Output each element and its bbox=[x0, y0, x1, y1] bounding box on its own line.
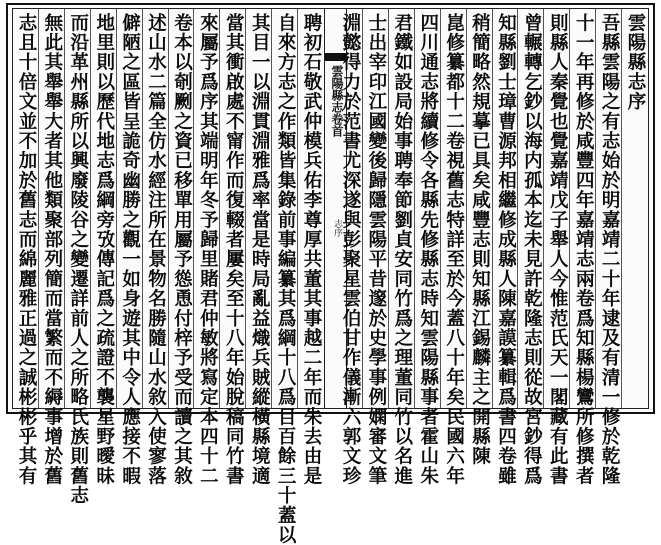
right-page-column bbox=[570, 9, 596, 486]
left-page-column bbox=[65, 9, 91, 506]
right-page-column bbox=[518, 9, 544, 486]
left-half-page bbox=[13, 9, 324, 545]
right-page-column-text: 雲陽縣志序 bbox=[625, 13, 647, 112]
column-rule bbox=[517, 9, 518, 408]
text-frame bbox=[12, 8, 649, 545]
column-rule bbox=[219, 9, 220, 408]
left-page-column bbox=[13, 9, 39, 486]
right-page-column-text: 稍簡略然規摹已具矣咸豐志則知縣江錫麟主之開縣陳 bbox=[469, 13, 491, 467]
left-page-column-text: 僻陋之區皆呈詭奇幽勝之觀一如身遊其中令人應接不暇 bbox=[119, 13, 141, 486]
left-page-column bbox=[298, 9, 324, 486]
left-page-column-text: 當其衝啟處不甯作而復輟者屢矣至十八年始脫稿同竹書 bbox=[223, 13, 245, 486]
left-page-column-text: 述山水二篇全仿水經注所在景物名勝隨山水敘入使寥落 bbox=[145, 13, 167, 486]
left-page-column-text: 來屬予爲序其端明年冬予歸里賭君仲敏將寫定本四十二 bbox=[197, 13, 219, 486]
right-page-column-text: 曾輾轉乞鈔以海内孤本迄未見許乾隆志則從故宮鈔得爲 bbox=[521, 13, 543, 486]
left-page-column bbox=[143, 9, 169, 486]
right-page-column bbox=[493, 9, 519, 486]
right-page-column bbox=[596, 9, 622, 486]
column-rule bbox=[492, 9, 493, 408]
left-page-column-text: 地里則以歷代地志爲綱旁攷傳記爲之疏證不襲星野曖昧 bbox=[93, 13, 115, 486]
column-rule bbox=[90, 9, 91, 408]
right-page-column-text: 士出宰印江國變後歸隱雲陽平昔邃於史學事例嫻審文筆 bbox=[365, 13, 387, 486]
left-page-column bbox=[194, 9, 220, 486]
column-rule bbox=[466, 9, 467, 408]
fold-subtitle: 志序 bbox=[332, 219, 342, 237]
left-page-column bbox=[91, 9, 117, 486]
left-page-column-text: 其目一以淵貫淵雅爲率當是時局亂益熾兵賊縱橫縣境適 bbox=[249, 13, 271, 486]
column-rule bbox=[168, 9, 169, 408]
right-page-column bbox=[544, 9, 570, 486]
right-page-column-text: 知縣劉士璋曹源邦相繼修成縣人陳嘉謨纂輯爲書四卷雖 bbox=[495, 13, 517, 486]
left-page-column bbox=[272, 9, 298, 545]
right-page-column bbox=[622, 9, 648, 408]
right-page-column bbox=[467, 9, 493, 467]
right-page-column bbox=[363, 9, 389, 486]
left-page-column bbox=[169, 9, 195, 486]
column-rule bbox=[64, 9, 65, 408]
column-rule bbox=[388, 9, 389, 408]
right-page-column-text: 淵懿得力於范書尤深遂與彭聚星雲伯甘作儀漸六郭文珍 bbox=[339, 13, 361, 486]
column-rule bbox=[362, 9, 363, 408]
column-rule bbox=[414, 9, 415, 408]
fold-title: 雲陽縣志卷首 bbox=[330, 65, 344, 137]
right-page-column-text: 則縣人秦覺也覺嘉靖戊子舉人今惟范氏天一閣藏有此書 bbox=[547, 13, 569, 486]
right-page-column-text: 吾縣雲陽之有志始於明嘉靖二十年逮及有清一修於乾隆 bbox=[599, 13, 621, 486]
right-page-column-text: 十一年再修於咸豐四年嘉靖志兩卷爲知縣楊鸞所修撰者 bbox=[573, 13, 595, 486]
column-rule bbox=[142, 9, 143, 408]
right-page-column bbox=[441, 9, 467, 486]
right-half-page bbox=[337, 9, 648, 486]
column-rule bbox=[595, 9, 596, 408]
left-page-column bbox=[39, 9, 65, 486]
right-page-column-text: 君鐵如設局始事聘奉節劉貞安同竹爲之理董同竹以名進 bbox=[391, 13, 413, 486]
left-page-column-text: 聘初石敬武仲模兵佑李尊厚共董其事越二年而朱去由是 bbox=[301, 13, 323, 486]
column-rule bbox=[38, 9, 39, 408]
column-rule bbox=[297, 9, 298, 408]
right-page-column-text: 四川通志將續修令各縣先修縣志時知雲陽縣事者霍山朱 bbox=[417, 13, 439, 486]
column-rule bbox=[271, 9, 272, 408]
left-page-column-text: 志且十倍文並不加於舊志而綿麗雅正過之誠彬彬乎其有 bbox=[15, 13, 37, 486]
column-rule bbox=[569, 9, 570, 408]
left-page-column-text: 無此其舉舉大者其他類聚部列簡而當繁而不縟事增於舊 bbox=[41, 13, 63, 486]
right-page-column bbox=[389, 9, 415, 486]
left-page-column-text: 卷本以剞劂之資已移單用屬予慫恿付梓予受而讀之其敘 bbox=[171, 13, 193, 486]
left-page-column-text: 自來方志之作類皆集錄前事編纂其爲綱十八爲目百餘三十蓋以 bbox=[275, 13, 297, 545]
book-page-spread bbox=[6, 3, 655, 545]
left-page-column bbox=[220, 9, 246, 486]
left-page-column-text: 而沿革州縣所以興廢陵谷之變遷詳前人之所略氏族則舊志 bbox=[67, 13, 89, 506]
column-rule bbox=[245, 9, 246, 408]
column-rule bbox=[440, 9, 441, 408]
right-page-column bbox=[415, 9, 441, 486]
left-page-column bbox=[246, 9, 272, 486]
column-rule bbox=[621, 9, 622, 408]
right-page-column bbox=[337, 9, 363, 486]
column-rule bbox=[193, 9, 194, 408]
column-rule bbox=[543, 9, 544, 408]
left-page-column bbox=[117, 9, 143, 486]
right-page-column-text: 崑修纂都十二卷視舊志特詳至於今蓋八十年矣民國六年 bbox=[443, 13, 465, 486]
column-rule bbox=[116, 9, 117, 408]
